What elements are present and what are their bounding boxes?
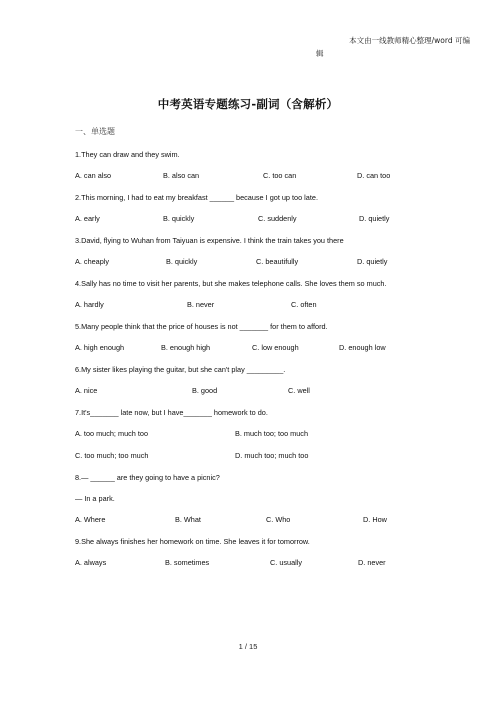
question-stem-9: 9.She always finishes her homework on time. She leaves it for tomorrow. xyxy=(75,537,310,546)
option-b: B. enough high xyxy=(161,343,211,352)
option-b: B. quickly xyxy=(166,257,198,266)
option-c: C. well xyxy=(288,386,310,395)
option-a: A. cheaply xyxy=(75,257,110,266)
question-stem-4: 4.Sally has no time to visit her parents, but she makes telephone calls. She loves them so much. xyxy=(75,279,387,288)
question-stem-3: 3.David, flying to Wuhan from Taiyuan is expensive. I think the train takes you there xyxy=(75,236,344,245)
question-options-7b xyxy=(75,451,421,461)
option-c: C. too much; too much xyxy=(75,451,149,460)
section-heading: 一、单选题 xyxy=(75,127,115,136)
question-stem-2: 2.This morning, I had to eat my breakfast ______ because I got up too late. xyxy=(75,193,318,202)
question-options-2 xyxy=(75,214,421,224)
document-title: 中考英语专题练习-副词（含解析） xyxy=(157,97,339,111)
header-note-line1: 本文由一线教师精心整理/word 可编 xyxy=(349,36,470,45)
option-d: D. quietly xyxy=(357,257,388,266)
question-stem-6: 6.My sister likes playing the guitar, but she can't play _________. xyxy=(75,365,286,374)
option-c: C. low enough xyxy=(252,343,299,352)
option-a: A. too much; much too xyxy=(75,429,149,438)
header-note xyxy=(270,34,470,60)
question-options-1 xyxy=(75,171,421,181)
option-b: B. never xyxy=(187,300,215,309)
question-options-7 xyxy=(75,429,421,439)
question-list xyxy=(75,150,421,580)
question-stem-1: 1.They can draw and they swim. xyxy=(75,150,180,159)
question-options-8 xyxy=(75,515,421,525)
option-a: A. high enough xyxy=(75,343,125,352)
option-b: B. also can xyxy=(163,171,200,180)
option-d: D. can too xyxy=(357,171,391,180)
option-c: C. suddenly xyxy=(258,214,297,223)
option-c: C. Who xyxy=(266,515,291,524)
option-c: C. usually xyxy=(270,558,303,567)
header-note-line2: 辑 xyxy=(316,49,324,58)
option-b: B. good xyxy=(192,386,218,395)
option-a: A. early xyxy=(75,214,100,223)
question-options-9 xyxy=(75,558,421,568)
option-b: B. What xyxy=(175,515,201,524)
option-c: C. too can xyxy=(263,171,297,180)
option-b: B. sometimes xyxy=(165,558,210,567)
option-a: A. always xyxy=(75,558,107,567)
question-stem-7: 7.It's_______ late now, but I have_______ homework to do. xyxy=(75,408,268,417)
question-options-5 xyxy=(75,343,421,353)
option-d: D. quietly xyxy=(359,214,390,223)
question-stem-8: 8.— ______ are they going to have a picnic? xyxy=(75,473,220,482)
option-d: D. never xyxy=(358,558,386,567)
question-options-6 xyxy=(75,386,421,396)
option-d: D. much too; much too xyxy=(235,451,309,460)
option-d: D. enough low xyxy=(339,343,386,352)
option-a: A. Where xyxy=(75,515,106,524)
question-options-3 xyxy=(75,257,421,267)
question-options-4 xyxy=(75,300,421,310)
option-a: A. can also xyxy=(75,171,112,180)
option-b: B. much too; too much xyxy=(235,429,309,438)
page-number: 1 / 15 xyxy=(238,642,258,651)
option-b: B. quickly xyxy=(163,214,195,223)
option-a: A. nice xyxy=(75,386,98,395)
option-c: C. often xyxy=(291,300,317,309)
question-stem-5: 5.Many people think that the price of houses is not _______ for them to afford. xyxy=(75,322,328,331)
question-stem-8-reply: — In a park. xyxy=(75,494,115,503)
option-c: C. beautifully xyxy=(256,257,299,266)
option-a: A. hardly xyxy=(75,300,104,309)
option-d: D. How xyxy=(363,515,387,524)
